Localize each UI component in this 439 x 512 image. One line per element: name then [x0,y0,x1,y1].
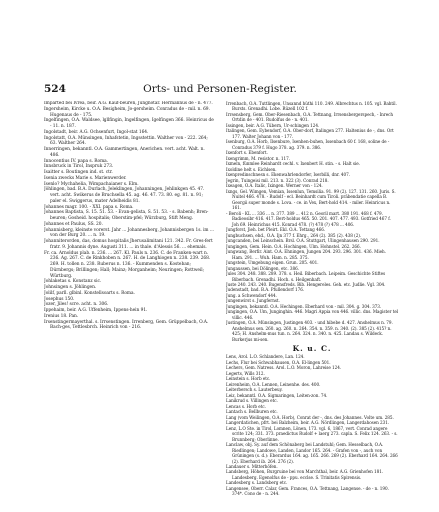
register-entry: Landesberg s. Landsberg etc. [226,480,288,486]
register-entry: Lanclaw, obj. Sy. auf dem Schönaberg bei Landstuhl; Gem. Hesselbach, O.A. Riedlingen; Landowe, Landen, Landor 165. 264. - Grafen von -, auch von Grüningen (s. d.): Eberardus 164. ag. 165. 266. 269 (2). Eberhard 164. 264. 266 (2). Eberhard ib. 264. 276 (2). [226,442,398,464]
register-entry: Lenz, L.O Ste. in Tirol, Lomnen, Lönen, 173. vgl. 6, 1867, vert. Conrad angere scrite 124; 331. 373. praedictus Rudolf + laerg 273. capla. S. Felix 124. 263. - s. Brunnberg; Oberlinne. [226,425,398,442]
register-entry: Lanikrud s. Villingen etc. [226,398,278,404]
register-entry: Jungforst, Jieh. bet Pleirt. Ekl. O.A. Tettang 466. [226,227,326,233]
register-entry: Lantach s. Bellburen etc. [226,409,278,415]
register-entry: Fr. ca. Arnoldus plab. n. 236. ... 267. Kl. Pauls n. 236. C. de Franken-wart n. 236. Ag. 267. C. de Rinkhoben n. 267. H. de Langhiogen n. 238. 239. 268. 269. H. tollen n. 238. Ruberus n. 136. - Kummenden s. Kosteban; Dürnbergs; Brillingen; Hall; Mainz; Morganheim; Neuringen; Rottweil; Würtburg. [44,250,211,279]
register-entry: Langensee, Oberr. Calar, Gem. Frances, O.A. Tettnang, Langense. - de - n. 190. 374*. Cono de - n. 244. [226,485,389,497]
register-entry: Judenstadt, bad. B.A. Pfullendorf 176. [226,287,305,293]
register-entry: Ixenfort s. Ebenfort. [226,150,268,156]
register-entry: Jungaussen, bei Dölingen, etc. 386. [226,265,299,271]
register-entry: Innerringen, bekanntl. O.A. Gammertingen, Anerichen. vert. acht. Walt. n. 486. [44,147,205,158]
register-entry: Langerdatichen, pfrt. bei Balzheim, beir. A.G. Nördlingen, Langerdahosen 231. [226,420,390,426]
page-title: Orts- und Personen-Register. [143,83,297,95]
register-entry: Ippehaim, beir. A.G. Uffenheim, Ippens-hein 91. [44,308,148,313]
register-entry: Isenburg, O.A. Horb, Ilsenbure, Isenhen-buhen, Issenbach 60 f. 168, soline de - Conradus 379 f. Hugo 378. ag. 379. n. 386. [226,139,390,150]
register-entry: Jungwang, Berfir. Aint. O.A. Ehningen, Jungen 204. 293. 296. 301. 436. Mieh. Ham. 291. ... Wuh. Ham. n. 285. 375. [226,249,386,260]
register-entry: Irenius 18. Pan. [44,313,79,319]
register-entry: Justingen, O.A. Münsingen, Justingen 403. - und hibebe d. 427. Anshelmus n. 79. Anshelmus sen. 260. ag. 260. n. 264. 354. n. 359. n. 340. (2). 385 (2). 415? n. 425; H. Anshelm-mus tun. n. 264. 324. n. 340. n. 425. Landau s. Wildeck. Burkerjus mi-sen. [226,320,393,342]
register-entry: Johanniterorden, das, domus hospitalis Jherusalimitani 121. 342. Fr. Gres-fert fratr. 9. Johannis dyne. Augusti 311. ... in thale. d'Alessis 56. ... ehemals. [44,239,213,250]
register-entry: Juste 240. 243. 240. Bugensfreds. Bib. Hengereles. Geh. etc. Judlie. Vgl. 304. [226,281,386,287]
register-entry: Isaitter s. Boutingen ind. st. ctr. [44,170,113,175]
register-entry: Landsberg, Höhen, Burgruine bei von Marchthal, beir. A.G. Grienhofen 181. Landesberg. Egenolfus de - ppu. ecclse. S. Trinitatis Spirensis. [226,469,384,480]
register-entry: Irsenstingermayerthal. s. Irrsenstingen. Irrenberg, Gem. Grüppelbach, O.A. Bach-ges, Tettlesbrch. Heinrich von - 216. [44,319,209,331]
register-entry: Ixngs, Gel. Wimgen, Vemian, Issenlun, Temsilia. 91. 99 (2). 127. 131. 260. Juris. S. Nuitel 466. 478. - Rudolf - ecl. Beinhardt cum Tiroli. präbendatie capella B. Georgii super monde s. Lova. - ce. in Vex, Bert-hold 414. - miler. Heinricus n. 161. [226,188,396,211]
page-header [44,83,396,95]
register-entry: Jegrin, Tuingeisi mil. 213. n. 322 (3). Conrad 218. [226,177,329,183]
register-entry: Jungstein, Umgebung eigen. Grun. 205. 401. [226,260,319,266]
register-entry: Jungingen, Gem. Hein. O.A. Hochingen, Ulm. Hohnstel. 262. 266. [226,243,361,249]
register-entry: Jozer, Jiles! scre. acht. n. 306. [44,302,109,308]
register-column-right [226,101,398,497]
register-entry: Johannes Baptista, S. 15. 51. 53. - Evan-gelista, S. 51. 53. - s. Babenh; Bren-beuren; Gosheid. hospitalis; Oberstim-pfel; Würzburg, Stift Meng. [44,210,209,221]
register-entry: Irrenbach, O.A. Tuttlingen, Unsannd hüthi 110. 249. Albrechtus n. 105. vgl. Bahtil. Bursts. Grenadhi. Lobe. Rüzell 102 f. [226,101,397,112]
page-number: 524 [44,83,66,95]
register-entry: - Beroli - KL ... 336 ... n. 377. 389 ... 412 n. Georil mart. 380 191. 468 f. 479. Badieosibr 416. 417. Bert-holdus 465. 50. 201. 407. 477. 493. Gotfried 467 f. Joh 69. Heinrichus 415. Konrad 478. (?) 478 (?) 478 ... 406. [226,210,391,227]
register-entry: Jungbuchsen, ehd., O.A. Ijn 377 f. Ehrg., 264 (2). 385 (2). 438 (2). [226,232,362,238]
register-entry: Imparted bei Ivrea, beir. A.G. Kauf-beuren, Jungnotar. Hermannus de - n. 477. [44,101,213,106]
register-entry: Ixengrimm, M. resistor. n. 117. [226,155,290,161]
register-entry: Leirenheim, O.A. Lennen, Leinenhe. des. 400. [226,381,321,387]
register-entry: Leinstein s. Horb etc. [226,376,271,382]
register-entry: Legerts, Wills 312. [226,370,265,376]
register-entry: Johannes et Paulus, SS. 20. [44,221,103,227]
register-entry: Innocentius IV. papa s. Roma. [44,158,109,164]
register-entry: Lechers, Gem. Natress. Arol. L.O. Moron, Lahreise 124. [226,365,342,371]
register-entry: Lencas s. Horb etc. [226,403,266,409]
register-entry: Innsbruck in Tirol, Inspruk 273. [44,164,114,170]
register-entry: Lang (vom Weilingen, O.A. Horb), Conrat der -, dns. des Johannes. Volte um. 285. [226,414,394,420]
register-entry: Josephus 150. [44,296,75,302]
register-entry: Ixenpredinschnesn s. Ekenwahrlendorfer, Iserbilli, dnr. 407. [226,172,350,178]
register-entry: Jung. a Schwendorf 444. [226,292,277,298]
register-entry: Leiterbersch s. Lauterbeuy. [226,387,283,393]
register-entry: Irrsensberg, Gem. Ober-Riesenbach, O.A. Tettnang, Irrsensbergerspech, - Inrech Ortdin de - 401. Rudolfus de - n. 401. [226,111,394,123]
register-entry: Jules 304. 248. 388. 289. 378. s. Heil. Biberbach. Leipeim. Geschichte Stiftes Biberbach. Grenadhi. Hoch. s. Heilgenhaft. [226,271,386,282]
register-column-left [44,101,214,331]
register-entry: Ixeagen, O.A. Italic, Ixingen. Werner von - 124. [226,183,323,189]
register-entry: Jungcanden, bei Leinschein. Brsl. O.A. Stuttgart, Ulingenhausen 290. 291. [226,238,380,244]
register-entry: Italingen, Gem. Eybendorf, O.A. Ober-dorf, Italingen 277. Haltenius de -, dns. Ort 177. Walter Johann von - 177. [226,128,394,139]
register-entry: Isenlo? Mychahelia, Wimpachaianer s. Elm. [44,181,139,187]
register-entry: Ingolstadt, beir. A.G. Ochsenfurt, Ingol-stat 164. [44,129,149,135]
register-entry: Jolilf, parll. glbinl. Konstellsoarts s. Roma. [44,290,135,296]
register-entry: Johannes magr. 100. - XXI. papa s. Roma. [44,204,134,210]
register-entry: Issingen, beir. A.G. Tübern, Ur-schingen 124. [226,122,320,128]
register-entry: Landauer s. Mitterhöfen. [226,464,278,469]
register-entry: Lechs, Flur bei Schwabhausen, O.A. El-lingen 501. [226,359,331,365]
register-entry: Ingolstatt, O.A. Münsingen, Inhafstetin, Ingsstettin. Walther von - 222. 264; 63. Walther 264. [44,135,208,147]
register-entry: Jungenwirst s. Jungfernst. [226,298,280,304]
register-entry: Leiz, bekanntl. O.A. Sigmaringen, Leiten-zon. 74. [226,392,328,398]
register-entry: Ixmeln, fünmlee Reinhardt cechl. v. Ixenbert H. stin. - s. Halt sie. [226,161,360,167]
register-entry: Jungingen, O.A. Um, Junginghin. 446. Magri Appia von 446. villic. dns. Magister tel villic. 446. [226,309,398,320]
register-entry: Jungingen, bekanntl. O.A. Hechingen. Eberhard von - mil. 304. g. 304. 373. [226,303,382,309]
register-entry: Johannisberg, kleinste vorerst. Jahr ... Johannesberg, Johannisbergen 1s. im ... von der Burg 20. ... n. 19. [44,227,214,239]
register-entry: Johlaketas s. Konstanz sic. [44,279,102,285]
register-entry: Ixoldine helt s. Eichlsen. [226,166,277,172]
register-entry: Johnsingen s. Jöhlingen. [44,285,97,290]
register-entry: Ingelfingen, O.A. Waldsee, lgllfingin, Ingelfingen, Igelfingen 366. Heinricus de - 11. n. 187. [44,118,214,129]
register-entry: Isenia zwecks Marie s. Marienwerder. [44,175,127,181]
register-entry: Lens, Arol. L.O. Schlandere, Lan. 124. [226,354,305,360]
register-entry: Ingersheim, Kircke u. O.A. Besigheim, Jo-gersheim. Conradus de - mil. n. 69. Hugenaus de - 175. [44,106,210,118]
register-entry: Jöhlingen, bad. B.A. Durlach, Jeleklingen, Johanningen, Jehlinkgen 45. 47. vert. acht. Swikerus de Bruchsella 45. ag. 46. 47. 73. 80. eg. 81. n. 91; paler el. Swiggerus, mater Adelheidis 81. [44,187,205,204]
section-heading: K. u. C. [292,344,332,354]
